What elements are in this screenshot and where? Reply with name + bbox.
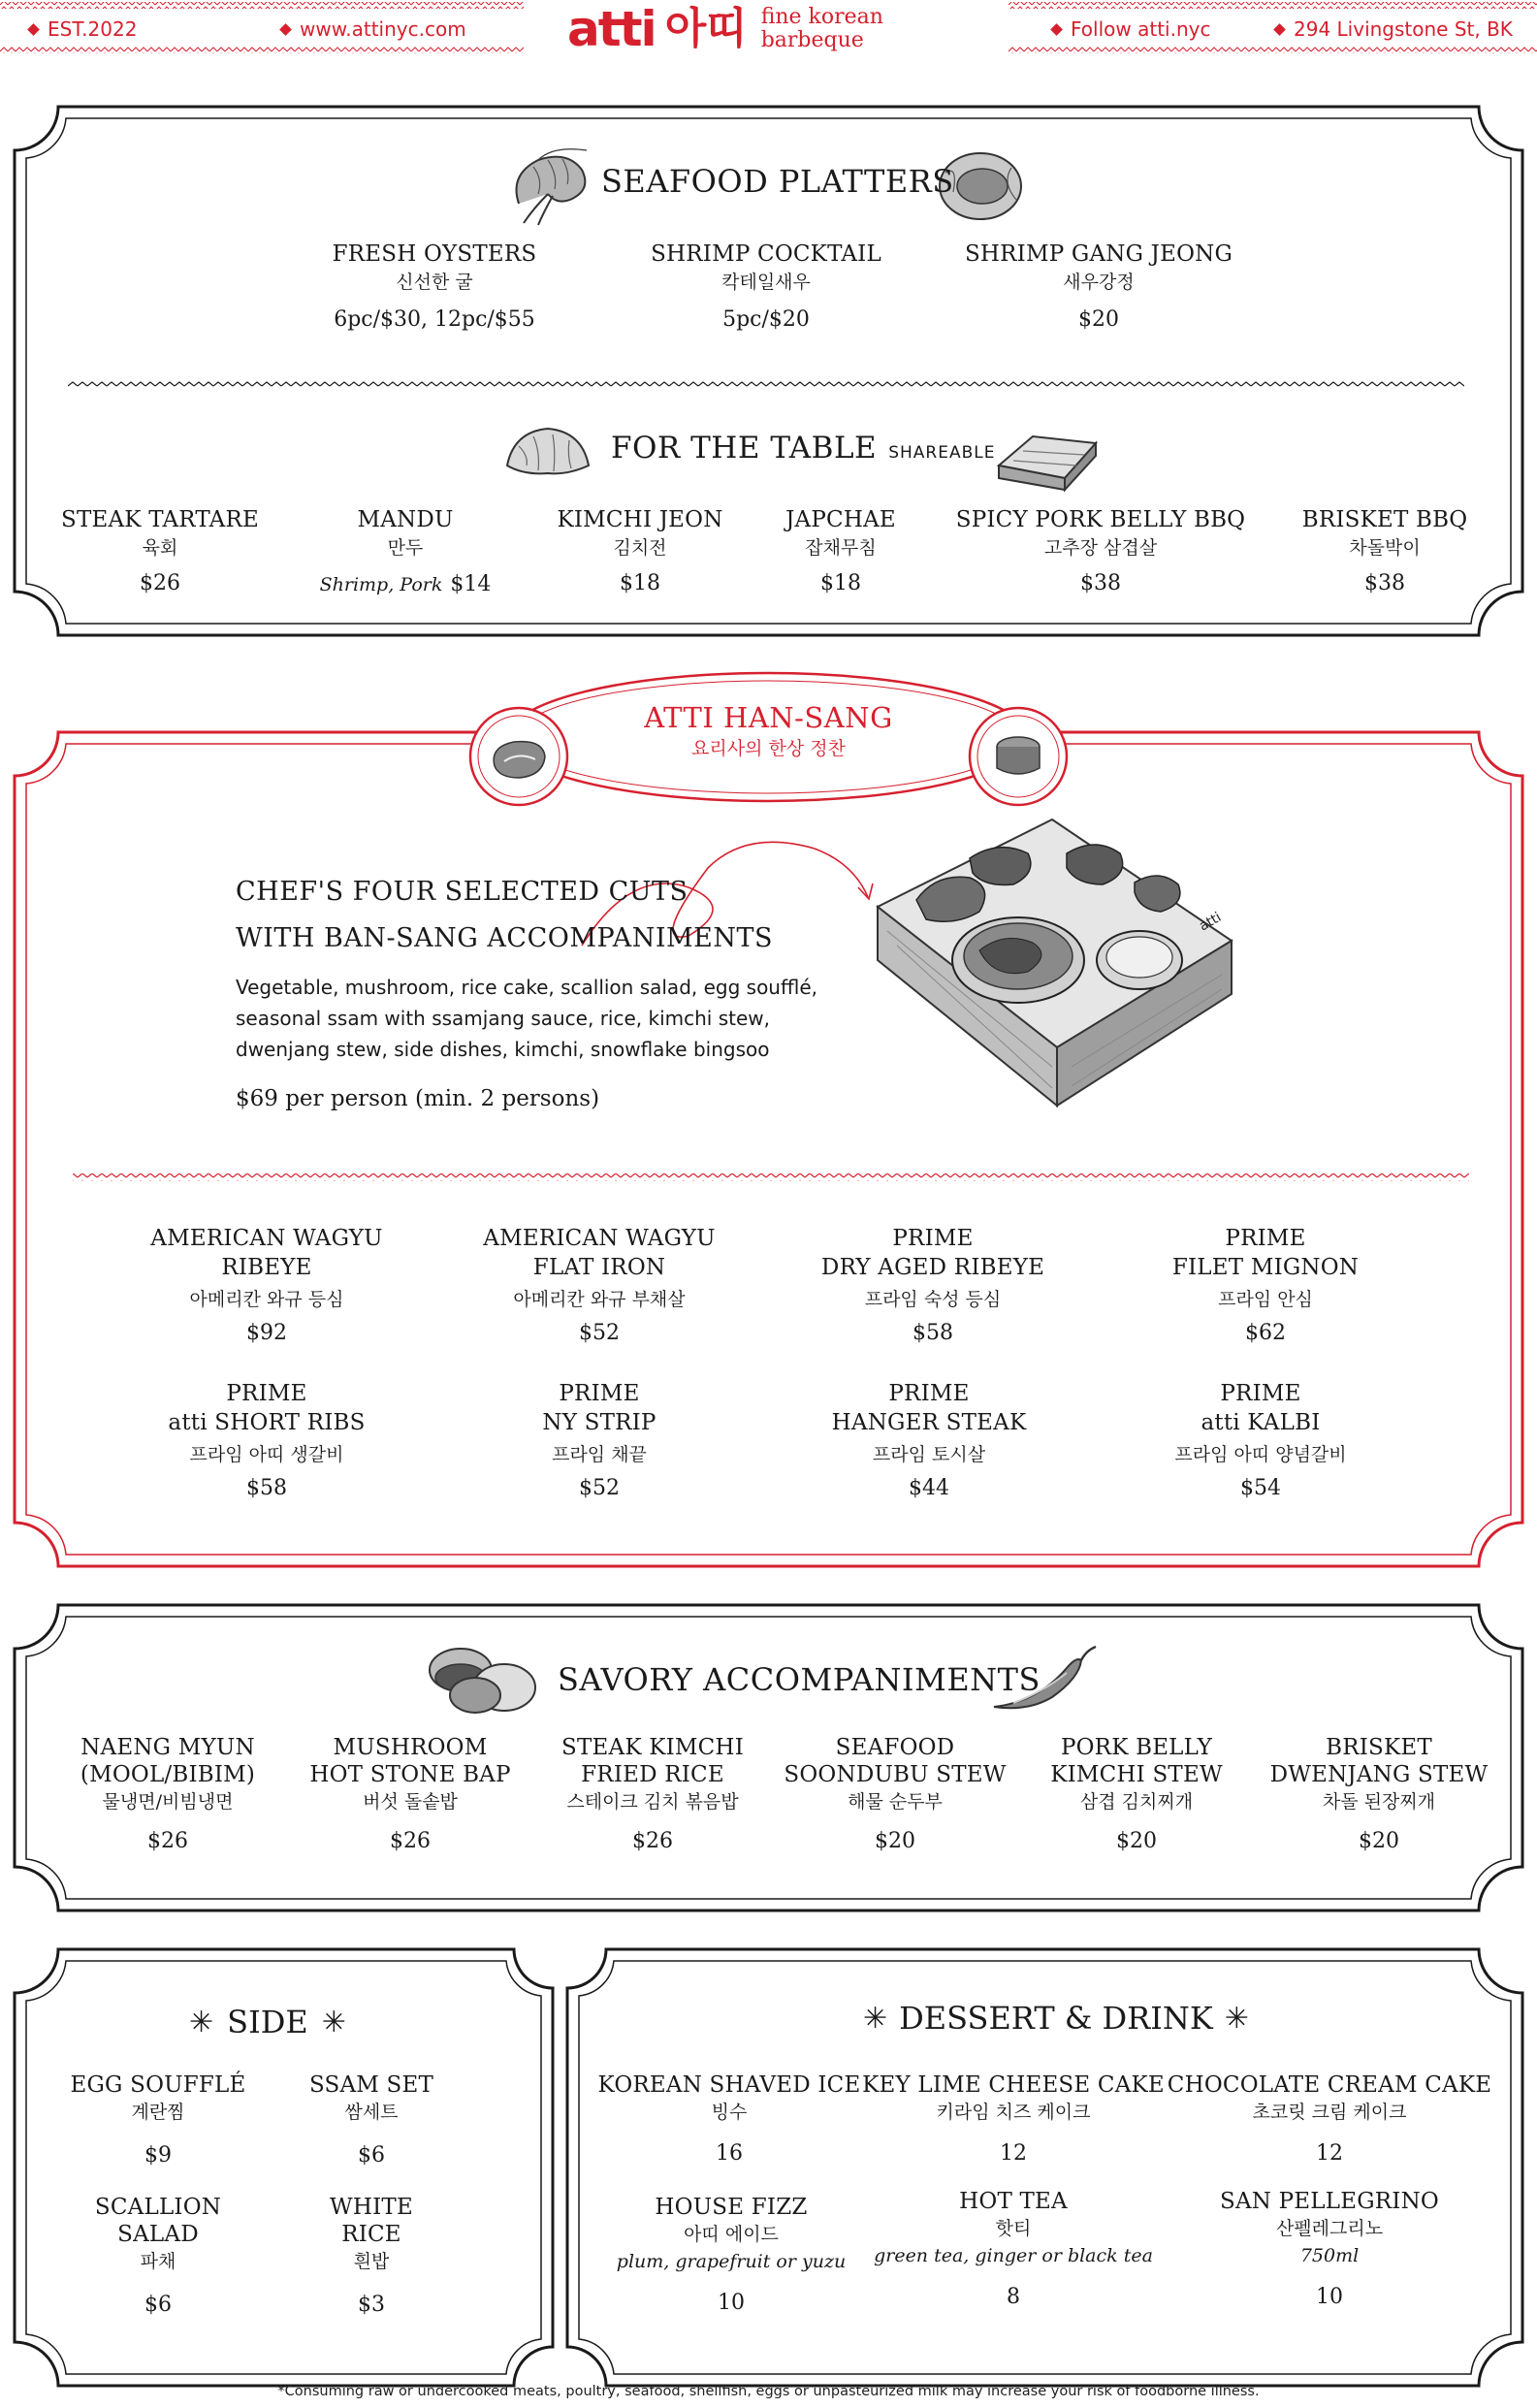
header-website[interactable]: www.attinyc.com: [281, 17, 466, 41]
savory-price: $20: [1115, 1829, 1157, 1853]
asterisk-icon: ✳: [321, 2005, 346, 2039]
han-sang-desc-1: Vegetable, mushroom, rice cake, scallion salad, egg soufflé,: [236, 976, 817, 999]
dessert-price: 12: [1000, 2141, 1027, 2166]
cut-korean-name: 프라임 숙성 등심: [864, 1289, 1002, 1310]
table-item: [557, 505, 722, 562]
han-sang-board-illustration: [858, 815, 1246, 1149]
side-korean-name: 파채: [140, 2251, 176, 2272]
dessert-name: SAN PELLEGRINO: [1220, 2189, 1439, 2214]
dessert-item: [862, 2071, 1165, 2166]
logo-korean: 아띠: [664, 4, 748, 53]
savory-item: [561, 1734, 744, 1853]
table-korean-name: 차돌박이: [1349, 537, 1421, 559]
savory-name-line2: DWENJANG STEW: [1269, 1762, 1489, 1787]
dessert-name: HOUSE FIZZ: [655, 2195, 808, 2220]
header-address: 294 Livingstone St, BK: [1275, 17, 1513, 41]
savory-name-line1: NAENG MYUN: [80, 1735, 255, 1760]
table-price: $18: [820, 571, 861, 595]
dumpling-icon: [499, 417, 596, 485]
table-name: MANDU: [357, 507, 454, 532]
seafood-item: [651, 240, 881, 332]
dessert-price: 10: [718, 2291, 745, 2315]
cut-item: [1172, 1224, 1359, 1345]
for-the-table-subtitle: SHAREABLE: [888, 443, 996, 463]
savory-name-line1: SEAFOOD: [835, 1735, 955, 1760]
cut-name-line2: HANGER STEAK: [831, 1410, 1027, 1435]
side-name-line1: EGG SOUFFLÉ: [70, 2072, 246, 2098]
cut-name-line2: atti SHORT RIBS: [168, 1410, 366, 1435]
cut-item: [483, 1224, 715, 1345]
seafood-item: [965, 240, 1233, 332]
dessert-price: 8: [1007, 2285, 1020, 2309]
han-sang-description: [236, 869, 817, 1111]
asterisk-icon: ✳: [863, 2001, 888, 2036]
savory-item: [784, 1734, 1006, 1853]
cut-name-line1: PRIME: [559, 1381, 640, 1406]
seafood-name: SHRIMP GANG JEONG: [964, 241, 1233, 267]
side-name-line1: WHITE: [330, 2195, 413, 2220]
cut-price: $52: [579, 1321, 620, 1345]
savory-item: [1050, 1734, 1223, 1853]
side-korean-name: 쌈세트: [344, 2102, 399, 2123]
logo-latin: atti: [567, 1, 656, 57]
cut-name-line1: PRIME: [226, 1381, 307, 1406]
cut-name-line2: NY STRIP: [542, 1410, 656, 1435]
savory-name-line2: (MOOL/BIBIM): [80, 1762, 256, 1787]
savory-name-line1: BRISKET: [1326, 1735, 1432, 1760]
table-name: KIMCHI JEON: [557, 507, 723, 532]
cut-name-line2: atti KALBI: [1201, 1410, 1321, 1435]
han-sang-heading-1: CHEF'S FOUR SELECTED CUTS: [236, 877, 688, 907]
side-item: [70, 2071, 245, 2167]
seafood-korean-name: 칵테일새우: [721, 272, 811, 293]
side-name-line2: SALAD: [117, 2222, 199, 2247]
dessert-heading: [863, 2000, 1249, 2037]
cut-item: [1174, 1379, 1346, 1500]
side-heading: [189, 2004, 346, 2040]
dessert-korean-name: 핫티: [995, 2218, 1032, 2239]
cut-name-line2: DRY AGED RIBEYE: [820, 1255, 1045, 1280]
table-korean-name: 김치전: [613, 537, 667, 559]
side-item: [330, 2194, 413, 2317]
dessert-korean-name: 빙수: [711, 2102, 748, 2123]
seafood-korean-name: 새우강정: [1063, 272, 1135, 293]
cut-name-line2: FILET MIGNON: [1171, 1255, 1360, 1280]
cut-item: [168, 1379, 365, 1500]
side-price: $3: [357, 2293, 385, 2317]
savory-price: $20: [1358, 1829, 1399, 1853]
savory-korean-name: 삼겹 김치찌개: [1079, 1791, 1194, 1813]
cut-price: $44: [908, 1476, 949, 1500]
seafood-name: FRESH OYSTERS: [332, 241, 537, 267]
table-korean-name: 잡채무침: [805, 537, 877, 559]
seafood-title: SEAFOOD PLATTERS: [601, 163, 954, 200]
table-item: [357, 505, 453, 562]
savory-name-line2: KIMCHI STEW: [1050, 1762, 1223, 1787]
han-sang-desc-3: dwenjang stew, side dishes, kimchi, snowflake bingsoo: [236, 1038, 770, 1061]
savory-korean-name: 스테이크 김치 볶음밥: [566, 1791, 739, 1813]
savory-name-line1: PORK BELLY: [1060, 1735, 1213, 1760]
dessert-korean-name: 키라임 치즈 케이크: [936, 2102, 1091, 2123]
cut-name-line1: AMERICAN WAGYU: [150, 1226, 383, 1251]
savory-price: $26: [631, 1829, 673, 1853]
table-price: $18: [620, 571, 660, 595]
savory-name-line1: STEAK KIMCHI: [561, 1735, 744, 1760]
side-price: $6: [144, 2293, 172, 2317]
dessert-item: [598, 2071, 861, 2166]
table-price-row: [140, 571, 180, 595]
table-name: SPICY PORK BELLY BBQ: [955, 507, 1246, 532]
table-price-row: [620, 571, 660, 595]
savory-item: [80, 1734, 255, 1853]
cut-name-line1: PRIME: [1225, 1226, 1306, 1251]
table-desc: Shrimp, Pork: [319, 574, 443, 595]
cut-korean-name: 프라임 채끝: [552, 1444, 647, 1465]
seafood-item: [333, 240, 537, 332]
for-the-table-title: FOR THE TABLE: [611, 431, 878, 466]
dessert-name: KEY LIME CHEESE CAKE: [862, 2072, 1165, 2098]
table-price: $14: [450, 572, 492, 596]
table-name: STEAK TARTARE: [61, 507, 259, 532]
han-sang-title: ATTI HAN-SANG: [644, 701, 893, 734]
pork-belly-icon: [989, 422, 1105, 495]
dessert-item: [1220, 2188, 1439, 2309]
han-sang-price: $69 per person (min. 2 persons): [236, 1086, 600, 1111]
cut-korean-name: 프라임 토시살: [872, 1444, 986, 1465]
table-name: JAPCHAE: [785, 507, 896, 532]
table-price-row: [1364, 571, 1405, 595]
dessert-description: plum, grapefruit or yuzu: [616, 2251, 847, 2272]
savory-korean-name: 차돌 된장찌개: [1322, 1791, 1436, 1813]
cut-price: $58: [912, 1321, 953, 1345]
cut-korean-name: 프라임 아띠 생갈비: [189, 1444, 344, 1465]
han-sang-heading-2: WITH BAN-SANG ACCOMPANIMENTS: [236, 923, 773, 953]
logo-tagline: fine korean barbeque: [760, 5, 883, 52]
savory-title: SAVORY ACCOMPANIMENTS: [558, 1661, 1041, 1698]
seafood-name: SHRIMP COCKTAIL: [651, 241, 881, 267]
savory-item: [309, 1734, 510, 1853]
side-price: $6: [357, 2143, 385, 2167]
cut-korean-name: 프라임 안심: [1218, 1289, 1313, 1310]
cut-price: $54: [1239, 1476, 1281, 1500]
mushroom-icon: [417, 1639, 543, 1717]
cut-korean-name: 프라임 아띠 양념갈비: [1174, 1444, 1347, 1465]
table-item: [785, 505, 896, 562]
cut-name-line2: RIBEYE: [221, 1255, 312, 1280]
table-price: $38: [1080, 571, 1121, 595]
table-item: [956, 505, 1245, 562]
table-price-row: [820, 571, 861, 595]
seafood-korean-name: 신선한 굴: [396, 272, 473, 293]
cut-price: $58: [245, 1476, 287, 1500]
cut-name-line1: AMERICAN WAGYU: [483, 1226, 716, 1251]
cut-price: $52: [578, 1476, 620, 1500]
han-sang-subtitle: 요리사의 한상 정찬: [691, 738, 846, 759]
cut-price: $92: [246, 1321, 287, 1345]
side-name-line1: SCALLION: [94, 2195, 222, 2220]
shrimp-icon: [504, 145, 596, 228]
side-item: [95, 2194, 221, 2317]
for-the-table-heading: [611, 431, 995, 466]
cut-item: [832, 1379, 1027, 1500]
savory-price: $26: [390, 1829, 431, 1853]
dessert-item: [874, 2188, 1153, 2309]
dessert-name: KOREAN SHAVED ICE: [597, 2072, 861, 2098]
side-korean-name: 계란찜: [131, 2102, 185, 2123]
side-title: SIDE: [227, 2004, 308, 2040]
table-price: $38: [1364, 571, 1405, 595]
cut-name-line1: PRIME: [892, 1226, 974, 1251]
seafood-price: $20: [1078, 307, 1119, 332]
table-item: [1302, 505, 1468, 562]
footer-disclaimer: *Consuming raw or undercooked meats, poultry, seafood, shellfish, eggs or unpasteurized milk may increase your risk of foodborne illness.: [277, 2384, 1260, 2399]
savory-name-line2: HOT STONE BAP: [309, 1762, 511, 1787]
asterisk-icon: ✳: [189, 2005, 214, 2039]
seafood-price: 5pc/$20: [722, 307, 810, 332]
dessert-item: [1168, 2071, 1491, 2166]
dessert-description: green tea, ginger or black tea: [874, 2245, 1153, 2266]
seafood-price: 6pc/$30, 12pc/$55: [334, 307, 535, 332]
header-est: EST.2022: [29, 17, 137, 41]
table-korean-name: 만두: [387, 537, 424, 559]
han-sang-badge: [582, 698, 955, 760]
side-name-line1: SSAM SET: [308, 2072, 434, 2098]
dessert-korean-name: 산펠레그리노: [1275, 2218, 1384, 2239]
savory-item: [1270, 1734, 1489, 1853]
han-sang-desc-2: seasonal ssam with ssamjang sauce, rice, kimchi stew,: [236, 1007, 770, 1030]
dessert-description: 750ml: [1299, 2245, 1360, 2266]
table-name: BRISKET BBQ: [1301, 507, 1468, 532]
cut-korean-name: 아메리칸 와규 등심: [189, 1289, 344, 1310]
table-korean-name: 육회: [142, 537, 178, 559]
cut-item: [542, 1379, 656, 1500]
side-name-line2: RICE: [341, 2222, 401, 2247]
cut-name-line2: FLAT IRON: [532, 1255, 666, 1280]
dessert-price: 10: [1316, 2285, 1343, 2309]
dessert-korean-name: 아띠 에이드: [684, 2224, 779, 2245]
dessert-title: DESSERT & DRINK: [899, 2000, 1213, 2037]
table-price: $26: [140, 571, 180, 595]
cut-name-line1: PRIME: [1220, 1381, 1301, 1406]
cut-name-line1: PRIME: [888, 1381, 970, 1406]
cut-price: $62: [1245, 1321, 1286, 1345]
side-item: [309, 2071, 433, 2167]
board-mark: atti: [1197, 909, 1225, 935]
dessert-name: CHOCOLATE CREAM CAKE: [1167, 2072, 1492, 2098]
side-price: $9: [144, 2143, 172, 2167]
table-item: [61, 505, 259, 562]
table-price-row: [320, 571, 492, 598]
savory-name-line2: FRIED RICE: [581, 1762, 724, 1787]
side-korean-name: 흰밥: [353, 2251, 390, 2272]
dessert-item: [617, 2194, 846, 2315]
header-follow[interactable]: Follow atti.nyc: [1052, 17, 1210, 41]
savory-korean-name: 물냉면/비빔냉면: [102, 1791, 234, 1813]
savory-price: $26: [147, 1829, 188, 1853]
savory-name-line2: SOONDUBU STEW: [784, 1762, 1007, 1787]
dessert-korean-name: 초코릿 크림 케이크: [1252, 2102, 1407, 2123]
savory-name-line1: MUSHROOM: [333, 1735, 488, 1760]
dessert-name: HOT TEA: [959, 2189, 1068, 2214]
asterisk-icon: ✳: [1224, 2001, 1249, 2036]
savory-korean-name: 버섯 돌솥밥: [363, 1791, 458, 1813]
cut-item: [821, 1224, 1044, 1345]
savory-korean-name: 해물 순두부: [848, 1791, 943, 1813]
table-price-row: [1080, 571, 1121, 595]
savory-price: $20: [875, 1829, 915, 1853]
cut-item: [150, 1224, 382, 1345]
dessert-price: 12: [1315, 2141, 1343, 2166]
cut-korean-name: 아메리칸 와규 부채살: [513, 1289, 686, 1310]
dessert-price: 16: [715, 2141, 743, 2166]
table-korean-name: 고추장 삼겹살: [1043, 537, 1158, 559]
